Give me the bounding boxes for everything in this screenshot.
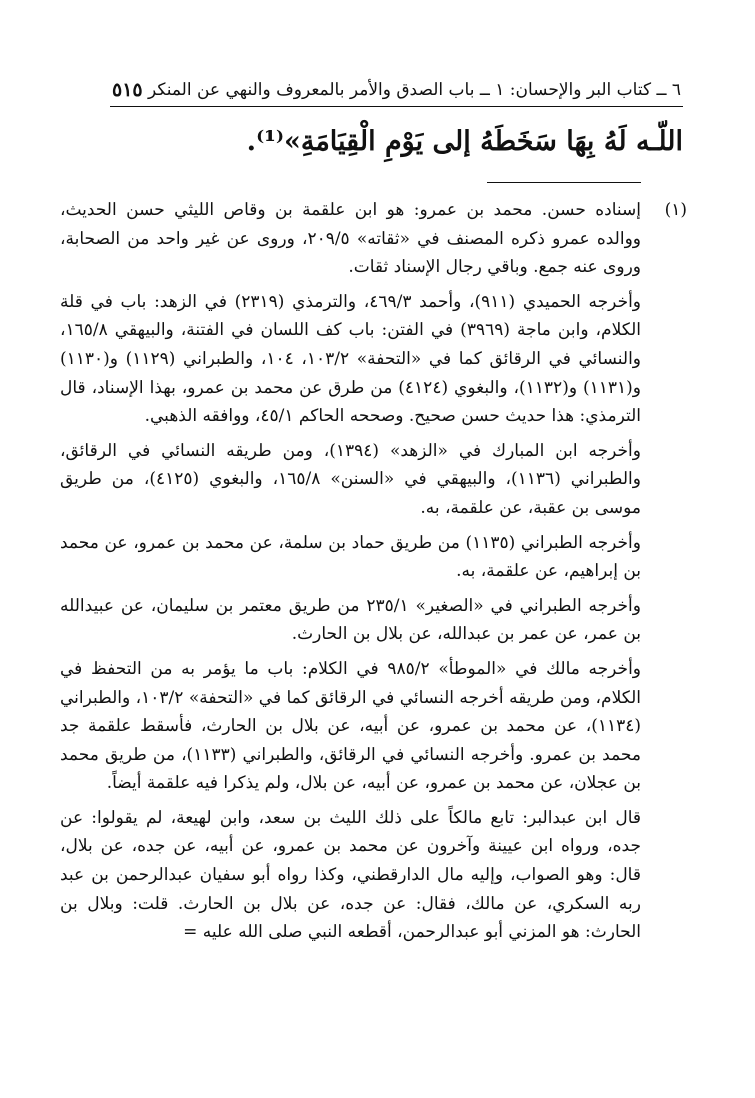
footnote-paragraph: قال ابن عبدالبر: تابع مالكاً على ذلك الليث بن سعد، وابن لهيعة، لم يقولوا: عن جده، ورواه ابن عيينة وآخرون عن محمد بن عمرو، عن أبيه، عن جده، عن بلال، قال: وهو الصواب، وإليه مال الدارقطني، وكذا رواه أبو سفيان عبدالرحمن بن عبد ربه السكري، عن مالك، فقال: عن جده، عن بلال بن الحارث. قلت: وبلال بن الحارث: هو المزني أبو عبدالرحمن، أقطعه النبي صلى الله عليه = (60, 807, 641, 943)
page-number: ٥١٥ (112, 79, 143, 101)
footnote-paragraph: وأخرجه الحميدي (٩١١)، وأحمد ٤٦٩/٣، والترمذي (٢٣١٩) في الزهد: باب في قلة الكلام، وابن ماجة (٣٩٦٩) في الفتن: باب كف اللسان في الفتنة، والبيهقي ١٦٥/٨، والنسائي في الرقائق كما في «التحفة» ١٠٣/٢، ١٠٤، والطبراني (١١٢٩) و(١١٣٠) و(١١٣١) و(١١٣٢)، والبغوي (٤١٢٤) من طرق عن محمد بن عمرو، بهذا الإسناد، قال الترمذي: هذا حديث حسن صحيح. وصححه الحاكم ٤٥/١، ووافقه الذهبي. (60, 291, 642, 427)
footnote-paragraph: وأخرجه مالك في «الموطأ» ٩٨٥/٢ في الكلام: باب ما يؤمر به من التحفظ في الكلام، ومن طريقه أخرجه النسائي في الرقائق كما في «التحفة» ١٠٣/٢، والطبراني (١١٣٤)، عن محمد بن عمرو، عن أبيه، عن بلال بن الحارث، فأسقط علقمة جد محمد بن عمرو. وأخرجه النسائي في الرقائق، والطبراني (١١٣٣)، من طريق محمد بن عجلان، عن محمد بن عمرو، عن أبيه، عن بلال، ولم يذكرا فيه علقمة أيضاً. (60, 658, 641, 794)
header-divider (110, 106, 683, 107)
hadith-text: اللّـه لَهُ بِهَا سَخَطَهُ إلى يَوْمِ الْقِيَامَةِ»⁽¹⁾. (246, 126, 683, 157)
running-head (112, 76, 681, 104)
footnote (60, 196, 687, 947)
footnote-divider (487, 182, 641, 183)
footnote-paragraph: إسناده حسن. محمد بن عمرو: هو ابن علقمة بن وقاص الليثي حسن الحديث، ووالده عمرو ذكره المصنف في «ثقاته» ٢٠٩/٥، وروى عن غير واحد من الصحابة، وروى عنه جمع. وباقي رجال الإسناد ثقات. (60, 200, 641, 278)
footnote-paragraph: وأخرجه الطبراني في «الصغير» ٢٣٥/١ من طريق معتمر بن سليمان، عن عبيدالله بن عمر، عن عمر بن عبدالله، عن بلال بن الحارث. (60, 595, 641, 645)
running-head-title: ٦ ــ كتاب البر والإحسان: ١ ــ باب الصدق والأمر بالمعروف والنهي عن المنكر (147, 80, 681, 100)
footnote-marker: (١) (664, 200, 687, 220)
footnote-body (60, 196, 641, 947)
footnote-paragraph: وأخرجه ابن المبارك في «الزهد» (١٣٩٤)، ومن طريقه النسائي في الرقائق، والطبراني (١١٣٦)، والبيهقي في «السنن» ١٦٥/٨، والبغوي (٤١٢٥)، من طريق موسى بن عقبة، عن علقمة، به. (60, 440, 641, 518)
footnote-paragraph: وأخرجه الطبراني (١١٣٥) من طريق حماد بن سلمة، عن محمد بن عمرو، عن محمد بن إبراهيم، عن علقمة، به. (60, 532, 641, 582)
